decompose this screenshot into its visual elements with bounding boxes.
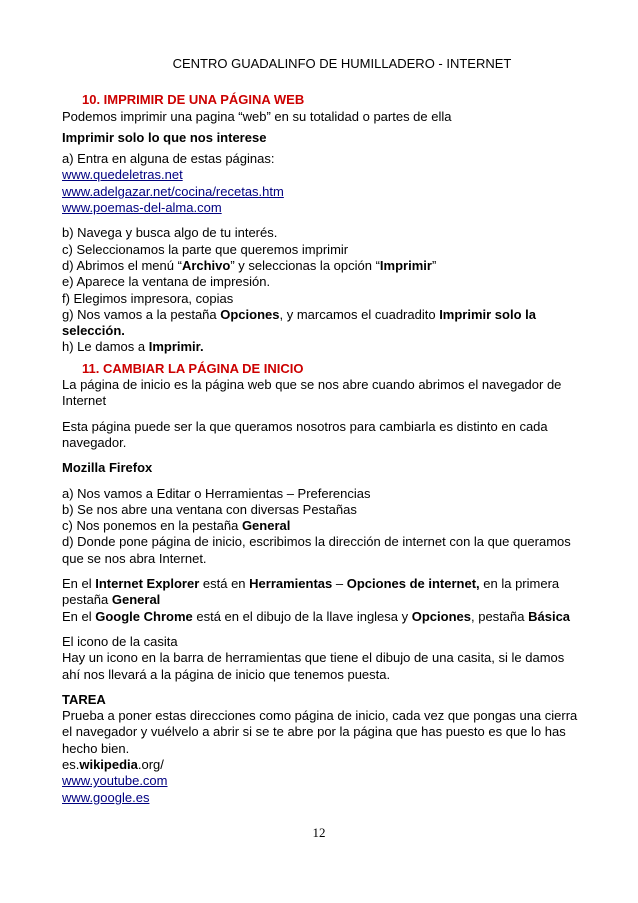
s11-p2-line2: navegador. bbox=[62, 434, 127, 450]
link-quedeletras[interactable]: www.quedeletras.net bbox=[62, 167, 183, 183]
task-line3: hecho bien. bbox=[62, 740, 130, 756]
page-header: CENTRO GUADALINFO DE HUMILLADERO - INTERNET bbox=[172, 56, 512, 71]
section-11-title: 11. CAMBIAR LA PÁGINA DE INICIO bbox=[82, 360, 304, 376]
s11-p1-line1: La página de inicio es la página web que se nos abre cuando abrimos el navegador de bbox=[62, 377, 562, 393]
firefox-step-d: d) Donde pone página de inicio, escribimos la dirección de internet con la que queramos bbox=[62, 534, 571, 550]
chrome-instructions: En el Google Chrome está en el dibujo de la llave inglesa y Opciones, pestaña Básica bbox=[62, 608, 571, 624]
firefox-heading: Mozilla Firefox bbox=[62, 460, 153, 476]
link-youtube[interactable]: www.youtube.com bbox=[62, 773, 168, 789]
firefox-step-a: a) Nos vamos a Editar o Herramientas – Preferencias bbox=[62, 485, 371, 501]
s10-step-h: h) Le damos a Imprimir. bbox=[62, 339, 204, 355]
link-google[interactable]: www.google.es bbox=[62, 789, 150, 805]
home-icon-text-line2: ahí nos llevará a la página de inicio que tenemos puesta. bbox=[62, 666, 391, 682]
s10-subhead: Imprimir solo lo que nos interese bbox=[62, 129, 267, 145]
wikipedia-address: es.wikipedia.org/ bbox=[62, 756, 164, 772]
home-icon-heading: El icono de la casita bbox=[62, 633, 178, 649]
s10-step-a: a) Entra en alguna de estas páginas: bbox=[62, 151, 275, 167]
s10-step-g: g) Nos vamos a la pestaña Opciones, y marcamos el cuadradito Imprimir solo la bbox=[62, 306, 536, 322]
firefox-step-c: c) Nos ponemos en la pestaña General bbox=[62, 518, 291, 534]
s10-step-g-cont: selección. bbox=[62, 323, 125, 339]
task-line1: Prueba a poner estas direcciones como página de inicio, cada vez que pongas una cierra bbox=[62, 708, 578, 724]
s10-step-d: d) Abrimos el menú “Archivo” y seleccionas la opción “Imprimir” bbox=[62, 257, 437, 273]
s10-step-b: b) Navega y busca algo de tu interés. bbox=[62, 225, 278, 241]
s10-step-c: c) Seleccionamos la parte que queremos imprimir bbox=[62, 241, 349, 257]
section-10-title: 10. IMPRIMIR DE UNA PÁGINA WEB bbox=[82, 92, 305, 108]
firefox-step-b: b) Se nos abre una ventana con diversas Pestañas bbox=[62, 501, 357, 517]
ie-instructions: En el Internet Explorer está en Herramientas – Opciones de internet, en la primera bbox=[62, 576, 560, 592]
home-icon-text-line1: Hay un icono en la barra de herramientas que tiene el dibujo de una casita, si le damos bbox=[62, 650, 565, 666]
s11-p1-line2: Internet bbox=[62, 393, 107, 409]
link-adelgazar[interactable]: www.adelgazar.net/cocina/recetas.htm bbox=[62, 183, 284, 199]
s10-step-e: e) Aparece la ventana de impresión. bbox=[62, 274, 271, 290]
task-line2: el navegador y vuélvelo a abrir si se te abre por la página que has puesto es que lo has bbox=[62, 724, 566, 740]
firefox-step-d-cont: que se nos abra Internet. bbox=[62, 550, 207, 566]
document-page bbox=[62, 56, 582, 806]
s10-step-f: f) Elegimos impresora, copias bbox=[62, 290, 234, 306]
link-poemas[interactable]: www.poemas-del-alma.com bbox=[62, 200, 222, 216]
s10-intro: Podemos imprimir una pagina “web” en su totalidad o partes de ella bbox=[62, 108, 452, 124]
task-heading: TAREA bbox=[62, 691, 106, 707]
ie-instructions-cont: pestaña General bbox=[62, 592, 161, 608]
page-number: 12 bbox=[312, 825, 326, 840]
s11-p2-line1: Esta página puede ser la que queramos nosotros para cambiarla es distinto en cada bbox=[62, 418, 548, 434]
